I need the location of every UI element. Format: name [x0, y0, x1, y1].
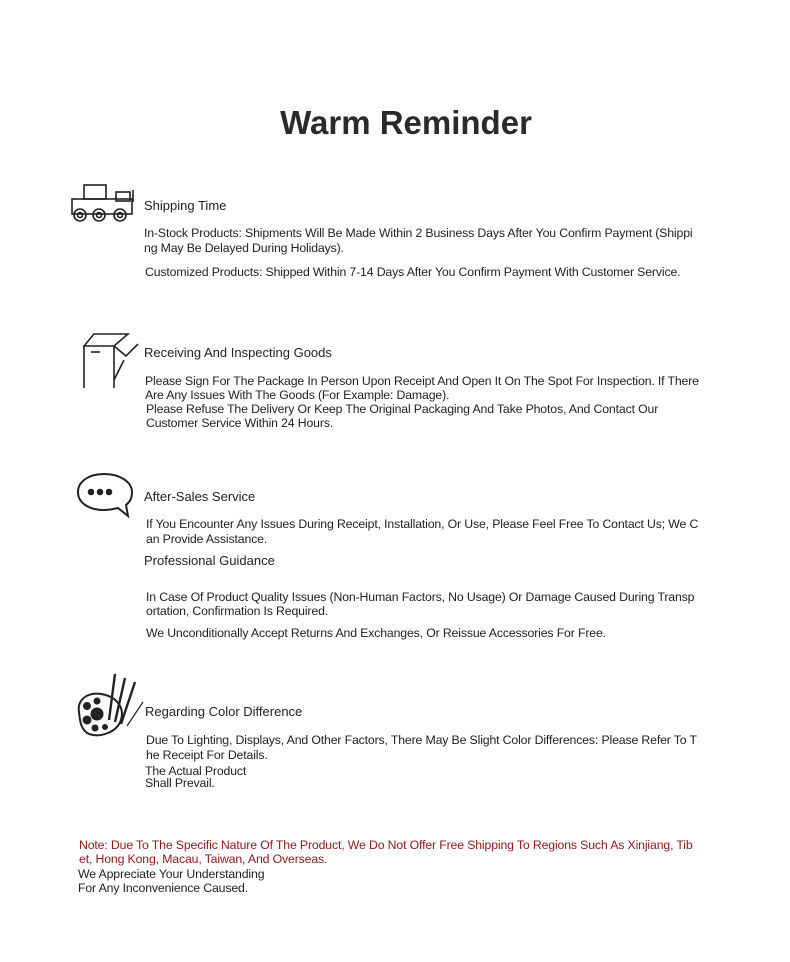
paragraph-line: he Receipt For Details.: [146, 748, 268, 762]
section-heading-receiving: Receiving And Inspecting Goods: [144, 345, 332, 360]
paragraph-line: Customer Service Within 24 Hours.: [146, 416, 334, 430]
thanks-text: We Appreciate Your Understanding: [78, 867, 265, 881]
paragraph-line: Please Refuse The Delivery Or Keep The Original Packaging And Take Photos, And Contact Our: [146, 402, 659, 416]
paragraph-line: ortation, Confirmation Is Required.: [146, 604, 329, 618]
paragraph-line: Customized Products: Shipped Within 7-14 Days After You Confirm Payment With Customer Service.: [145, 265, 681, 279]
box-icon: [76, 332, 144, 390]
paragraph-line: Due To Lighting, Displays, And Other Factors, There May Be Slight Color Differences: Please Refer To T: [146, 733, 697, 747]
chat-bubble-icon: [76, 472, 134, 518]
paragraph-line: If You Encounter Any Issues During Receipt, Installation, Or Use, Please Feel Free To Contact Us; We C: [146, 517, 699, 531]
shipping-note: et, Hong Kong, Macau, Taiwan, And Overseas.: [79, 852, 328, 866]
paragraph-line: The Actual Product: [145, 764, 247, 778]
shipping-note: Note: Due To The Specific Nature Of The Product, We Do Not Offer Free Shipping To Regions Such As Xinjiang, Tib: [79, 838, 693, 852]
section-heading-color-difference: Regarding Color Difference: [145, 704, 303, 719]
subheading-professional-guidance: Professional Guidance: [144, 553, 275, 568]
page-title: Warm Reminder: [280, 104, 532, 141]
paragraph-line: ng May Be Delayed During Holidays).: [144, 241, 344, 255]
truck-icon: [70, 184, 150, 226]
thanks-text: For Any Inconvenience Caused.: [78, 881, 248, 895]
paragraph-line: In Case Of Product Quality Issues (Non-Human Factors, No Usage) Or Damage Caused During Transp: [146, 590, 695, 604]
section-heading-shipping: Shipping Time: [144, 198, 227, 213]
paragraph-line: We Unconditionally Accept Returns And Exchanges, Or Reissue Accessories For Free.: [146, 626, 606, 640]
section-heading-after-sales: After-Sales Service: [144, 489, 256, 504]
paint-palette-icon: [75, 672, 145, 738]
paragraph-line: Are Any Issues With The Goods (For Example: Damage).: [145, 388, 450, 402]
paragraph-line: In-Stock Products: Shipments Will Be Made Within 2 Business Days After You Confirm Payment (Shippi: [144, 226, 693, 240]
paragraph-line: Please Sign For The Package In Person Upon Receipt And Open It On The Spot For Inspection. If There: [145, 374, 699, 388]
paragraph-line: Shall Prevail.: [145, 776, 215, 790]
paragraph-line: an Provide Assistance.: [146, 532, 268, 546]
